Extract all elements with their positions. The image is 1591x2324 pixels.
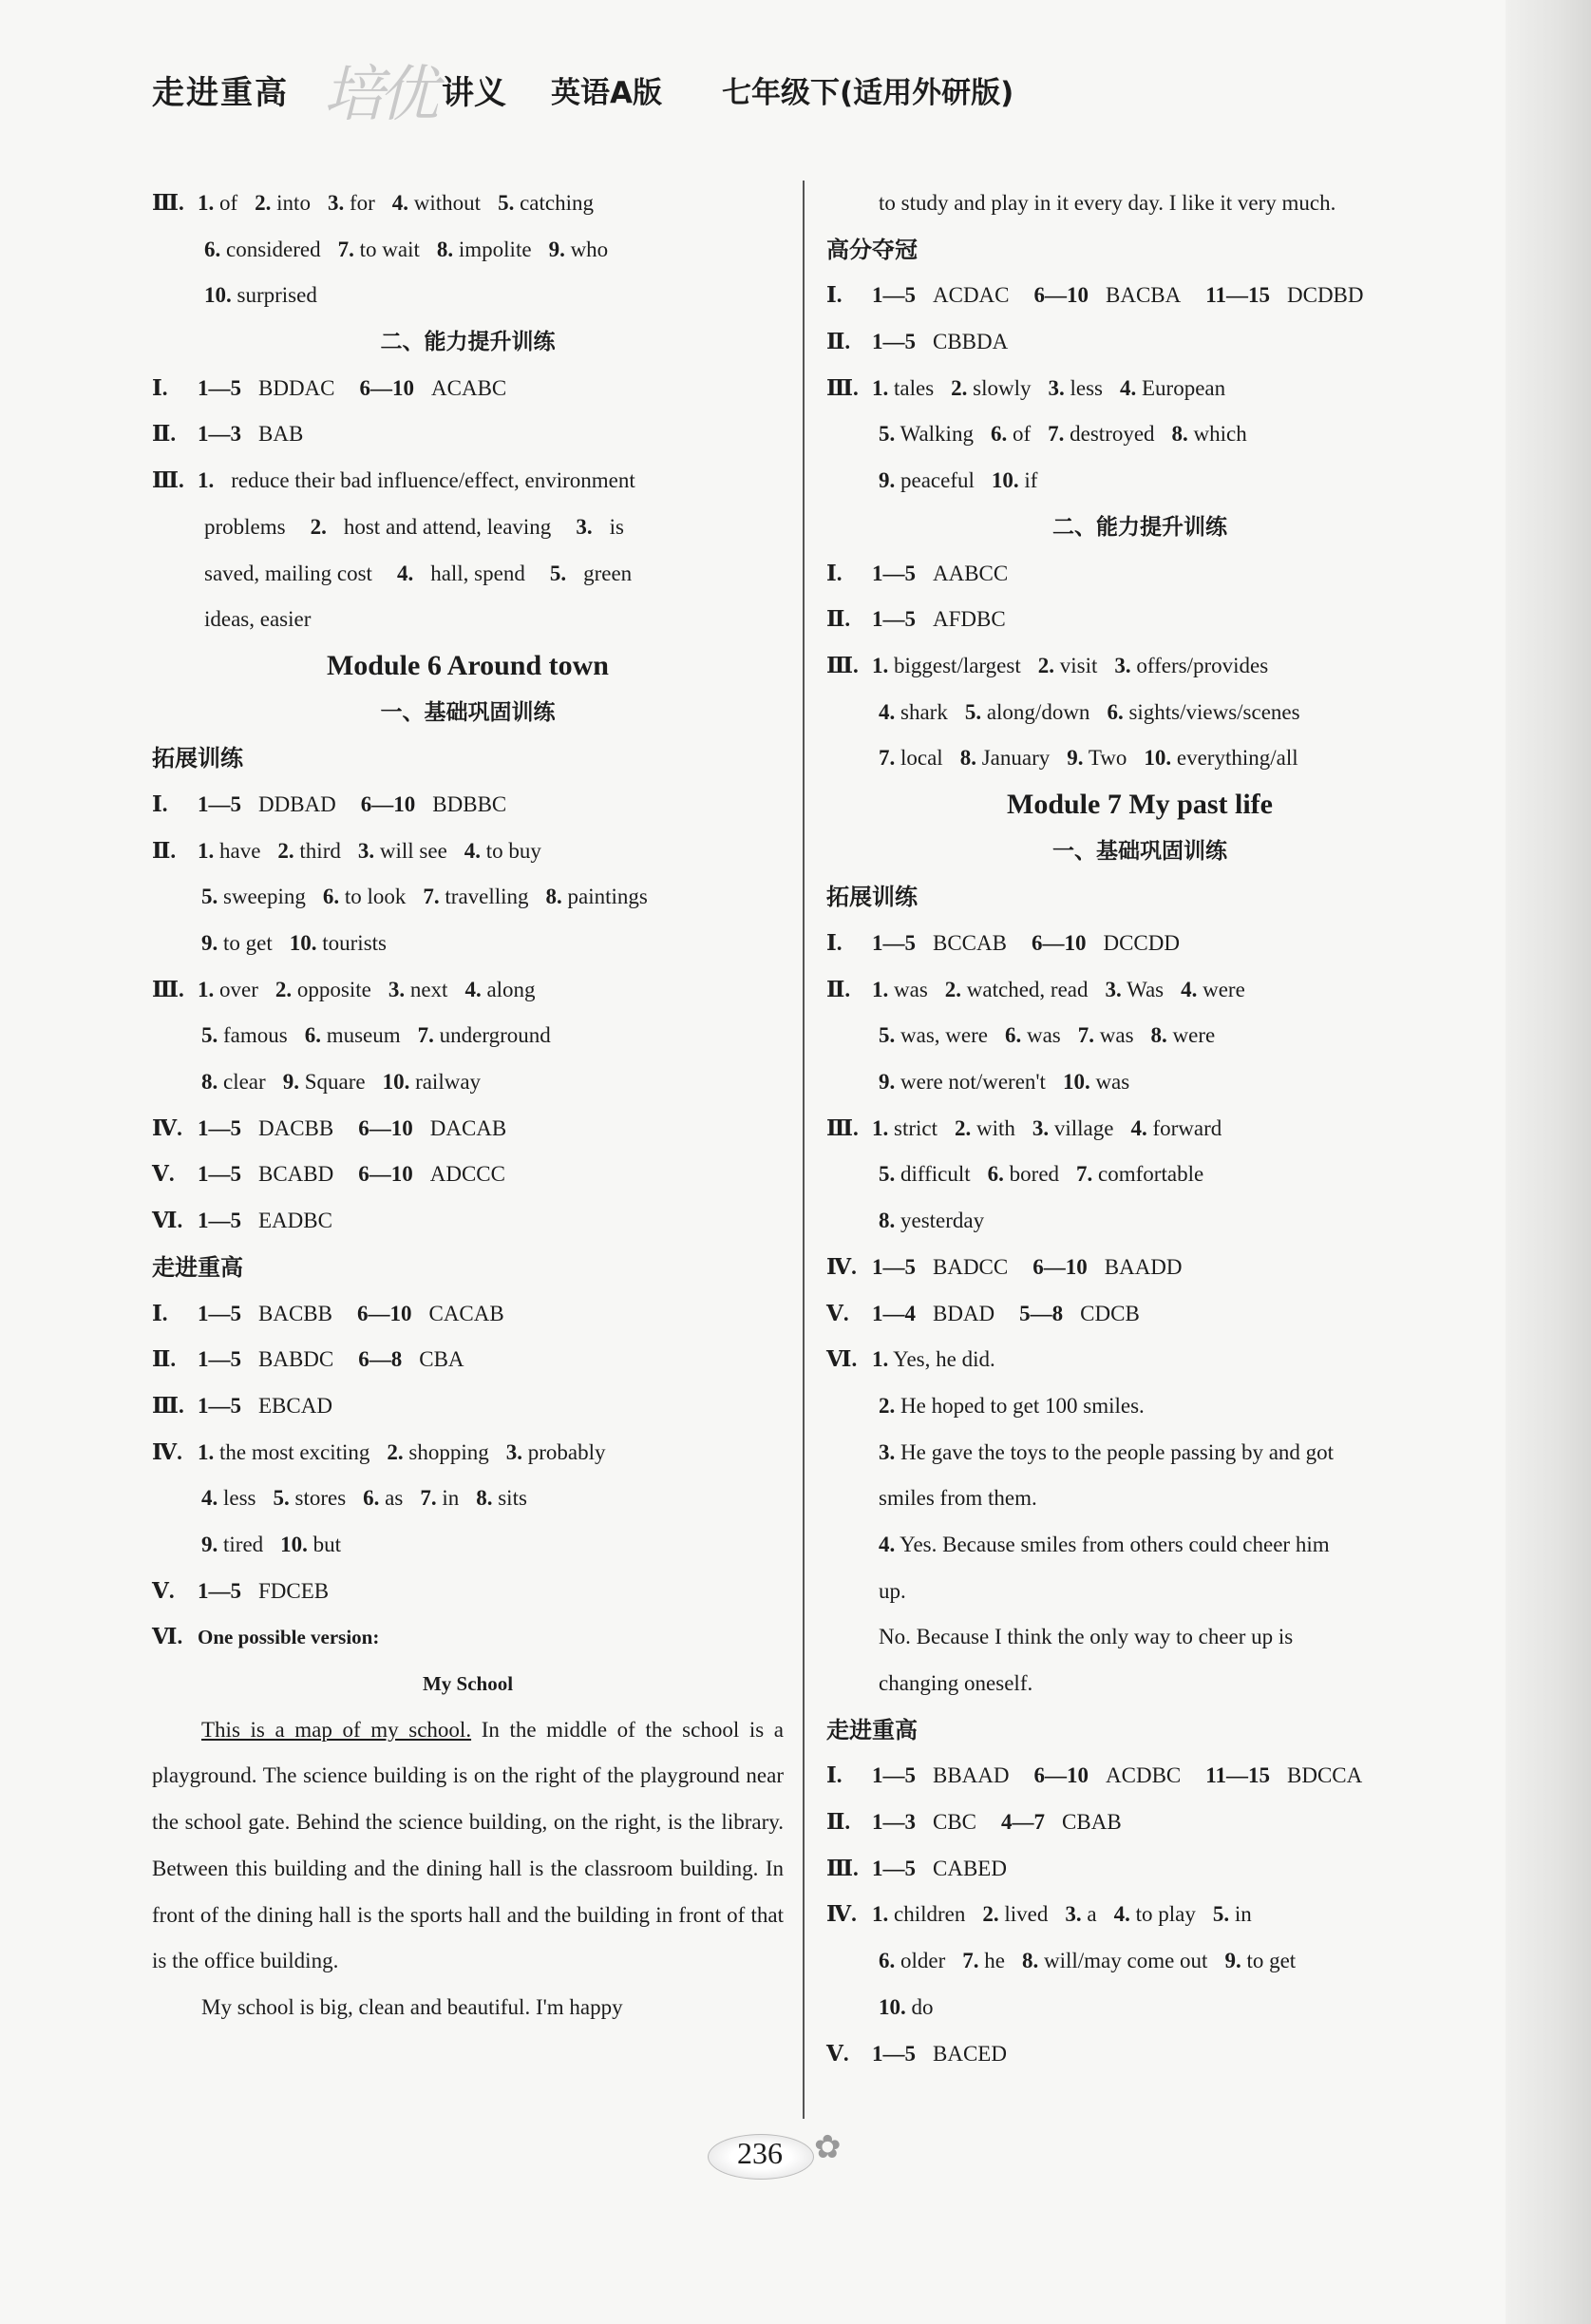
module-6-title: Module 6 Around town — [326, 649, 609, 681]
answer-line: Ⅵ. 1—5 EADBC — [152, 1209, 332, 1233]
answer-line: Ⅱ. 1—3 BAB — [152, 422, 304, 447]
subsection-title: 走进重高 — [152, 1253, 243, 1281]
book-grade: 七年级下(适用外研版) — [722, 76, 1014, 110]
essay-title: My School — [422, 1672, 514, 1695]
answer-line: Ⅲ. 1. tales 2. slowly 3. less 4. European — [826, 375, 1226, 400]
answer-line: 5. difficult 6. bored 7. comfortable — [879, 1162, 1204, 1187]
answer-line: Ⅳ. 1—5 DACBB 6—10 DACAB — [152, 1115, 507, 1140]
page-number — [708, 2128, 842, 2183]
answer-line: Ⅵ. One possible version: — [152, 1625, 380, 1649]
answer-line: 5. Walking 6. of 7. destroyed 8. which — [879, 422, 1247, 447]
answer-line: Ⅳ. 1. children 2. lived 3. a 4. to play 5. in — [826, 1902, 1252, 1927]
essay-paragraph: My school is big, clean and beautiful. I'm happy — [201, 1994, 623, 2019]
answer-line: Ⅰ. 1—5 BBAAD 6—10 ACDBC 11—15 BDCCA — [826, 1763, 1363, 1788]
book-title: 讲义 — [442, 74, 506, 112]
answer-line: Ⅴ. 1—4 BDAD 5—8 CDCB — [826, 1301, 1140, 1325]
answer-line: problems 2. host and attend, leaving 3. is — [204, 514, 624, 539]
answer-line: 4. shark 5. along/down 6. sights/views/scenes — [879, 699, 1300, 724]
answer-line: Ⅱ. 1. was 2. watched, read 3. Was 4. were — [826, 977, 1245, 1001]
answer-line: 6. considered 7. to wait 8. impolite 9. who — [204, 237, 609, 261]
answer-line: Ⅴ. 1—5 BCABD 6—10 ADCCC — [152, 1162, 505, 1187]
answer-line: Ⅰ. 1—5 BDDAC 6—10 ACABC — [152, 375, 507, 400]
book-edition: 英语A版 — [551, 76, 662, 110]
answer-line: 5. was, were 6. was 7. was 8. were — [879, 1023, 1216, 1048]
answer-line: Ⅲ. 1. of 2. into 3. for 4. without 5. catching — [152, 191, 594, 215]
answer-line: Ⅲ. 1—5 EBCAD — [152, 1393, 332, 1418]
page-header — [152, 59, 1102, 130]
left-column — [152, 181, 784, 2031]
essay-underlined-sentence: This is a map of my school. — [201, 1717, 472, 1742]
answer-line: 3. He gave the toys to the people passing by and got — [879, 1439, 1335, 1464]
palm-tree-icon: ✿ — [814, 2130, 842, 2165]
answer-line: 8. yesterday — [879, 1209, 985, 1233]
answer-line: up. — [879, 1578, 906, 1603]
answer-line: ideas, easier — [204, 607, 312, 632]
answer-line: Ⅰ. 1—5 ACDAC 6—10 BACBA 11—15 DCDBD — [826, 283, 1364, 308]
answer-line: Ⅴ. 1—5 BACED — [826, 2041, 1007, 2066]
answer-line: Ⅱ. 1—5 BABDC 6—8 CBA — [152, 1347, 464, 1372]
answer-line: Ⅲ. 1—5 CABED — [826, 1856, 1007, 1880]
answer-line: Ⅱ. 1. have 2. third 3. will see 4. to buy — [152, 838, 541, 863]
section-title: 二、能力提升训练 — [380, 330, 556, 355]
answer-line: 9. tired 10. but — [201, 1532, 342, 1556]
section-title: 一、基础巩固训练 — [380, 699, 556, 725]
right-column — [826, 181, 1453, 2077]
answer-line: 10. surprised — [204, 283, 317, 308]
page-number-text: 236 — [737, 2136, 783, 2170]
answer-line: smiles from them. — [879, 1486, 1037, 1511]
answer-line: 8. clear 9. Square 10. railway — [201, 1070, 482, 1095]
answer-line: Ⅰ. 1—5 DDBAD 6—10 BDBBC — [152, 791, 507, 816]
answer-line: 2. He hoped to get 100 smiles. — [879, 1393, 1145, 1418]
possible-version-label: One possible version: — [198, 1626, 380, 1649]
answer-line: saved, mailing cost 4. hall, spend 5. green — [204, 561, 633, 585]
answer-line: Ⅱ. 1—3 CBC 4—7 CBAB — [826, 1810, 1122, 1835]
answer-line: Ⅲ. 1. strict 2. with 3. village 4. forward — [826, 1115, 1222, 1140]
brand-logo-art: 培优 — [323, 60, 433, 130]
answer-line: Ⅰ. 1—5 BCCAB 6—10 DCCDD — [826, 931, 1180, 955]
answer-line: 9. were not/weren't 10. was — [879, 1070, 1130, 1095]
column-divider — [803, 181, 805, 2119]
answer-line: Ⅵ. 1. Yes, he did. — [826, 1347, 995, 1372]
answer-line: 4. less 5. stores 6. as 7. in 8. sits — [201, 1486, 527, 1511]
essay-continuation: to study and play in it every day. I like it very much. — [879, 191, 1336, 215]
answer-line: Ⅲ. 1. biggest/largest 2. visit 3. offers/provides — [826, 653, 1269, 677]
answer-line: Ⅳ. 1. the most exciting 2. shopping 3. probably — [152, 1439, 606, 1464]
answer-line: 7. local 8. January 9. Two 10. everything/all — [879, 746, 1298, 771]
section-title: 二、能力提升训练 — [1052, 514, 1227, 540]
answer-line: No. Because I think the only way to cheer up is — [879, 1625, 1294, 1649]
brand-title: 走进重高 — [152, 74, 289, 112]
answer-line: 4. Yes. Because smiles from others could cheer him — [879, 1532, 1330, 1556]
answer-line: Ⅳ. 1—5 BADCC 6—10 BAADD — [826, 1254, 1183, 1279]
subsection-title: 走进重高 — [826, 1716, 918, 1743]
subsection-title: 拓展训练 — [152, 745, 243, 772]
answer-line: Ⅱ. 1—5 AFDBC — [826, 607, 1006, 632]
answer-line: Ⅲ. 1. over 2. opposite 3. next 4. along — [152, 977, 536, 1001]
module-7-title: Module 7 My past life — [1007, 788, 1273, 820]
answer-line: changing oneself. — [879, 1671, 1033, 1695]
answer-line: Ⅰ. 1—5 BACBB 6—10 CACAB — [152, 1301, 504, 1325]
subsection-title: 高分夺冠 — [826, 236, 918, 263]
answer-line: Ⅱ. 1—5 CBBDA — [826, 330, 1009, 354]
page-edge — [1506, 0, 1591, 2324]
answer-line: Ⅲ. 1. reduce their bad influence/effect, environment — [152, 468, 635, 493]
answer-line: 10. do — [879, 1994, 934, 2019]
answer-line: 9. peaceful 10. if — [879, 468, 1038, 493]
answer-line: Ⅰ. 1—5 AABCC — [826, 561, 1009, 585]
answer-line: 5. famous 6. museum 7. underground — [201, 1023, 551, 1048]
answer-line: Ⅴ. 1—5 FDCEB — [152, 1578, 330, 1603]
section-title: 一、基础巩固训练 — [1052, 838, 1227, 864]
essay-paragraph: This is a map of my school. In the middle of the school is a playground. The science building is on the right of the playground near the school gate. Behind the science building, on the right, is the library. Between this building and the dining hall is the classroom building. In front of the dining hall is the sports hall and the building in front of that is the office building. — [152, 1717, 784, 1973]
answer-line: 9. to get 10. tourists — [201, 931, 387, 955]
answer-line: 6. older 7. he 8. will/may come out 9. to get — [879, 1949, 1297, 1973]
answer-line: 5. sweeping 6. to look 7. travelling 8. paintings — [201, 885, 648, 909]
subsection-title: 拓展训练 — [826, 884, 918, 911]
